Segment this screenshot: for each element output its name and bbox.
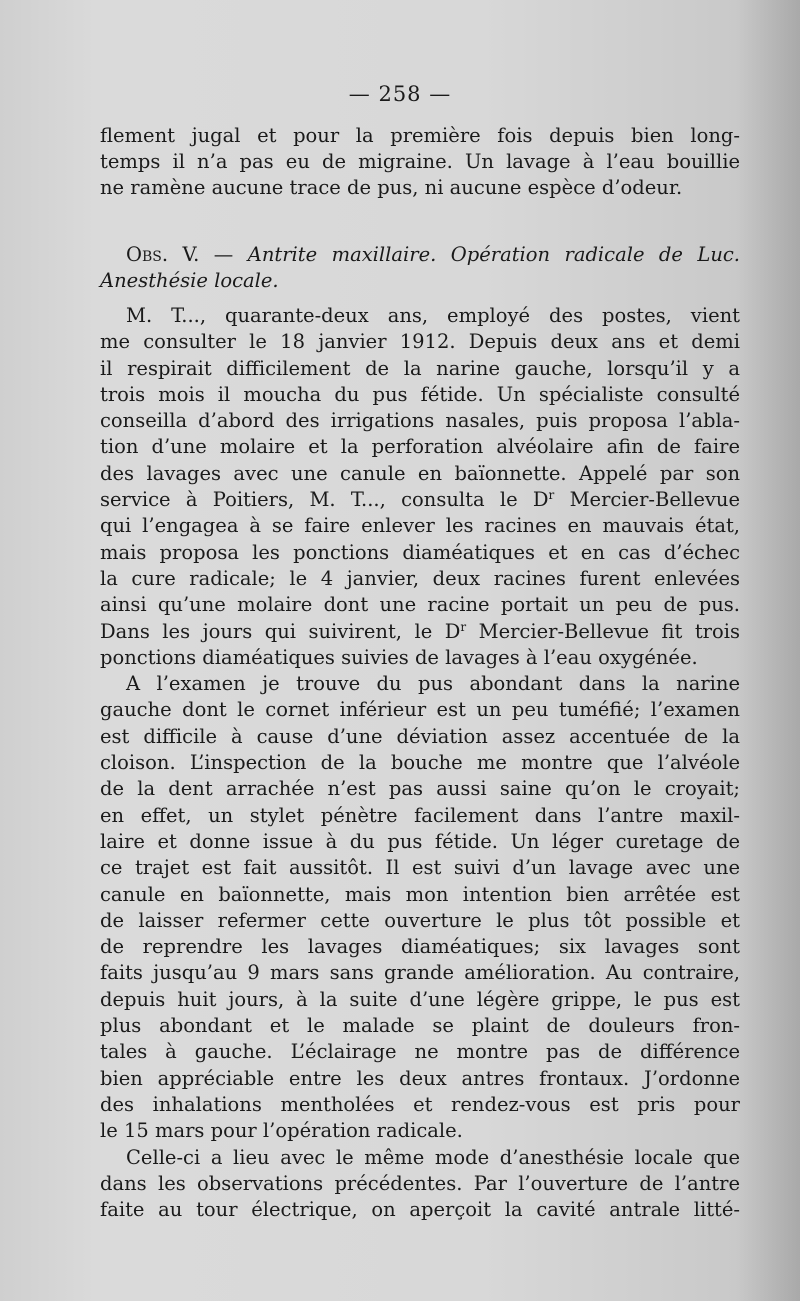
heading-line (100, 242, 740, 268)
text-line: laire et donne issue à du pus fétide. Un léger curetage de (100, 829, 740, 853)
page-number: — 258 — (348, 82, 452, 106)
text-line: bien appréciable entre les deux antres frontaux. J’ordonne (100, 1066, 740, 1090)
text-line: service à Poitiers, M. T..., consulta le $D^r$ Mercier-Bellevue (100, 488, 741, 512)
text-line: de la dent arrachée n’est pas aussi saine qu’on le croyait; (100, 777, 740, 801)
observation-subtitle: Anesthésie locale. (100, 269, 279, 292)
text-line: gauche dont le cornet inférieur est un peu tuméfié; l’examen (100, 698, 740, 722)
text-line: temps il n’a pas eu de migraine. Un lavage à l’eau bouillie (100, 150, 740, 173)
text-line: tales à gauche. L’éclairage ne montre pas de différence (100, 1040, 740, 1064)
observation-heading (100, 242, 740, 294)
continuation-paragraph (100, 123, 740, 201)
text-line: il respirait difficilement de la narine gauche, lorsqu’il y a (100, 356, 740, 380)
text-line: mais proposa les ponctions diaméatiques et en cas d’échec (100, 540, 740, 564)
observation-label: Obs. V. — (126, 243, 234, 266)
text-line: ponctions diaméatiques suivies de lavages à l’eau oxygénée. (100, 645, 698, 669)
text-line: de reprendre les lavages diaméatiques; six lavages sont (100, 935, 740, 959)
observation-body (100, 303, 740, 1223)
text-line: des inhalations mentholées et rendez-vous est pris pour (100, 1092, 740, 1116)
text-line: conseilla d’abord des irrigations nasales, puis proposa l’abla- (100, 409, 740, 433)
text-line: ainsi qu’une molaire dont une racine portait un peu de pus. (100, 593, 740, 617)
text-line: me consulter le 18 janvier 1912. Depuis deux ans et demi (100, 330, 740, 354)
text-line: flement jugal et pour la première fois depuis bien long- (100, 124, 740, 147)
text-line: depuis huit jours, à la suite d’une légère grippe, le pus est (100, 987, 740, 1011)
text-line: faite au tour électrique, on aperçoit la cavité antrale litté- (100, 1198, 740, 1222)
text-line: canule en baïonnette, mais mon intention bien arrêtée est (100, 882, 740, 906)
text-line: en effet, un stylet pénètre facilement dans l’antre maxil- (100, 803, 740, 827)
text-line: faits jusqu’au 9 mars sans grande amélioration. Au contraire, (100, 961, 740, 985)
text-line: Dans les jours qui suivirent, le $D^r$ Mercier-Bellevue fit trois (100, 619, 740, 643)
text-line: le 15 mars pour l’opération radicale. (100, 1119, 463, 1143)
text-line: ce trajet est fait aussitôt. Il est suivi d’un lavage avec une (100, 856, 740, 880)
text-line: dans les observations précédentes. Par l’ouverture de l’antre (100, 1171, 740, 1195)
text-line: des lavages avec une canule en baïonnette. Appelé par son (100, 461, 740, 485)
text-line: A l’examen je trouve du pus abondant dans la narine (126, 672, 740, 696)
text-line: trois mois il moucha du pus fétide. Un spécialiste consulté (100, 382, 740, 406)
text-line: M. T..., quarante-deux ans, employé des postes, vient (126, 304, 740, 327)
text-line: tion d’une molaire et la perforation alvéolaire afin de faire (100, 435, 740, 459)
text-line: est difficile à cause d’une déviation assez accentuée de la (100, 724, 740, 748)
text-line: la cure radicale; le 4 janvier, deux racines furent enlevées (100, 566, 740, 590)
text-line: qui l’engagea à se faire enlever les racines en mauvais état, (100, 514, 740, 538)
text-line: de laisser refermer cette ouverture le plus tôt possible et (100, 908, 740, 932)
text-line: plus abondant et le malade se plaint de douleurs fron- (100, 1014, 740, 1038)
observation-title: Antrite maxillaire. Opération radicale de Luc. (247, 243, 740, 266)
text-line: Celle-ci a lieu avec le même mode d’anesthésie locale que (126, 1145, 740, 1169)
text-line: cloison. L’inspection de la bouche me montre que l’alvéole (100, 751, 740, 775)
text-line: ne ramène aucune trace de pus, ni aucune espèce d’odeur. (100, 176, 683, 199)
